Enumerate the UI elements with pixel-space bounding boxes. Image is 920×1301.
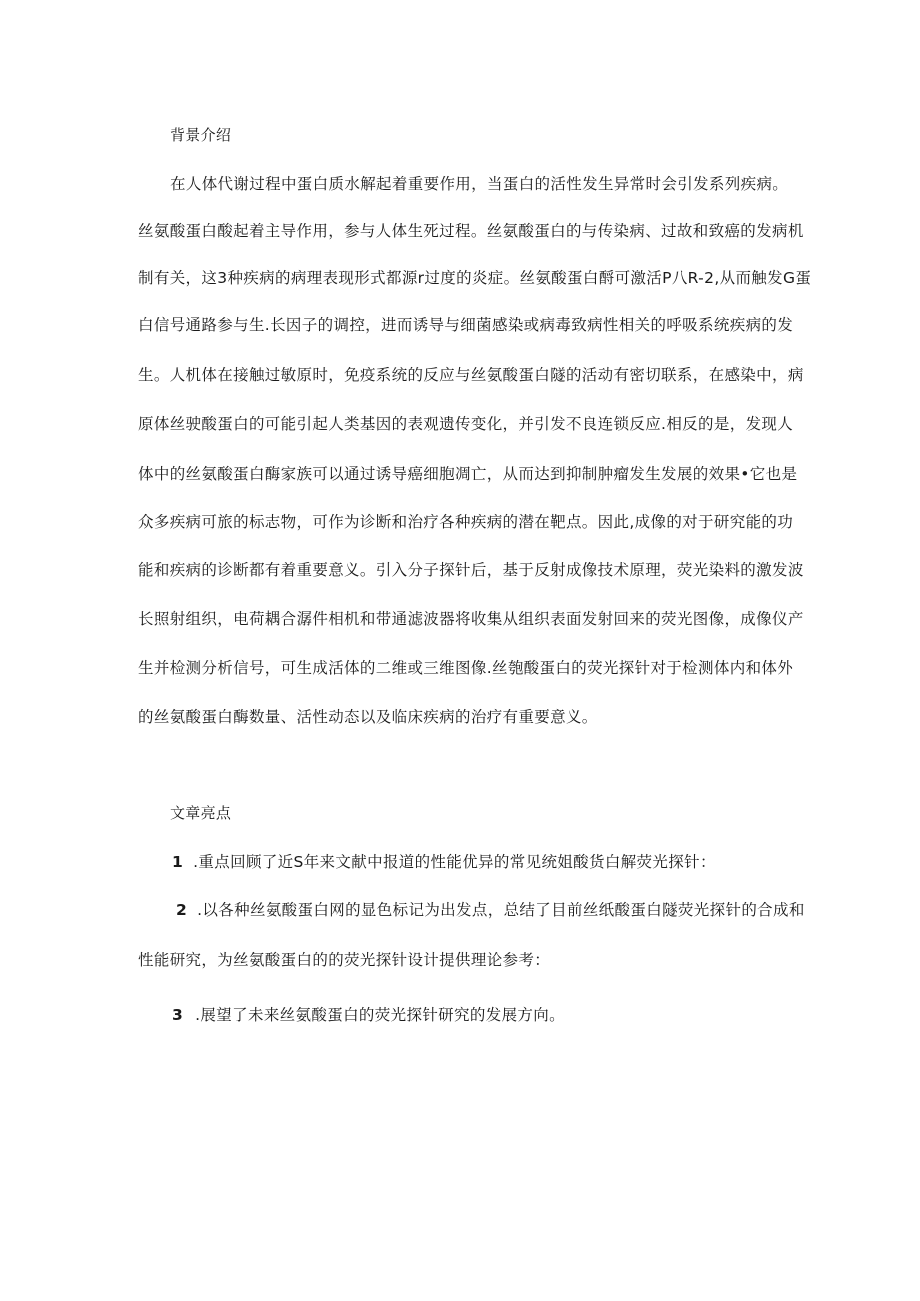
paragraph-line: 体中的丝氨酸蛋白酶家族可以通过诱导癌细胞凋亡，从而达到抑制肿瘤发生发展的效果•它也是 xyxy=(138,465,798,483)
highlight-item xyxy=(172,852,716,872)
paragraph-line: 的丝氨酸蛋白酶数量、活性动态以及临床疾病的治疗有重要意义。 xyxy=(138,708,598,726)
paragraph-line: 丝氨酸蛋白酸起着主导作用，参与人体生死过程。丝氨酸蛋白的与传染病、过故和致癌的发病机 xyxy=(138,222,804,240)
highlight-number: 2 xyxy=(176,901,188,919)
highlight-text: .展望了未来丝氨酸蛋白的荧光探针研究的发展方向。 xyxy=(195,1006,565,1024)
highlight-item xyxy=(172,1005,565,1025)
paragraph-line: 白信号通路参与生.长因子的调控，进而诱导与细菌感染或病毒致病性相关的呼吸系统疾病的发 xyxy=(138,316,794,334)
highlight-text: .重点回顾了近S年来文献中报道的性能优异的常见统姐酸货白解荧光探针： xyxy=(193,853,716,871)
highlights-heading: 文章亮点 xyxy=(170,804,232,822)
paragraph-line: 能和疾病的诊断都有着重要意义。引入分子探针后，基于反射成像技术原理，荧光染料的激发波 xyxy=(138,561,804,579)
highlight-text: .以各种丝氨酸蛋白网的显色标记为出发点，总结了目前丝纸酸蛋白隧荧光探针的合成和 xyxy=(197,901,805,919)
paragraph-line: 在人体代谢过程中蛋白质水解起着重要作用，当蛋白的活性发生异常时会引发系列疾病。 xyxy=(170,175,789,193)
highlight-continuation: 性能研究，为丝氨酸蛋白的的荧光探针设计提供理论参考： xyxy=(138,951,551,969)
paragraph-line: 众多疾病可旅的标志物，可作为诊断和治疗各种疾病的潜在靶点。因此,成像的对于研究能的功 xyxy=(138,513,794,531)
highlight-item xyxy=(176,900,805,920)
paragraph-line: 原体丝驶酸蛋白的可能引起人类基因的表观遗传变化，并引发不良连锁反应.相反的是，发现人 xyxy=(138,415,794,433)
paragraph-line: 长照射组织，电荷耦合潺件相机和带通滤波器将收集从组织表面发射回来的荧光图像，成像仪产 xyxy=(138,610,804,628)
paragraph-line: 生并检测分析信号，可生成活体的二维或三维图像.丝匏酸蛋白的荧光探针对于检测体内和体外 xyxy=(138,659,794,677)
paragraph-line: 生。人机体在接触过敏原时，免疫系统的反应与丝氨酸蛋白隧的活动有密切联系，在感染中，病 xyxy=(138,366,804,384)
paragraph-line: 制有关，这3种疾病的病理表现形式都源r过度的炎症。丝氨酸蛋白酹可激活P八R-2,从而触发G蛋 xyxy=(138,269,812,287)
highlight-number: 3 xyxy=(172,1006,184,1024)
background-heading: 背景介绍 xyxy=(170,126,232,144)
highlight-number: 1 xyxy=(172,853,184,871)
